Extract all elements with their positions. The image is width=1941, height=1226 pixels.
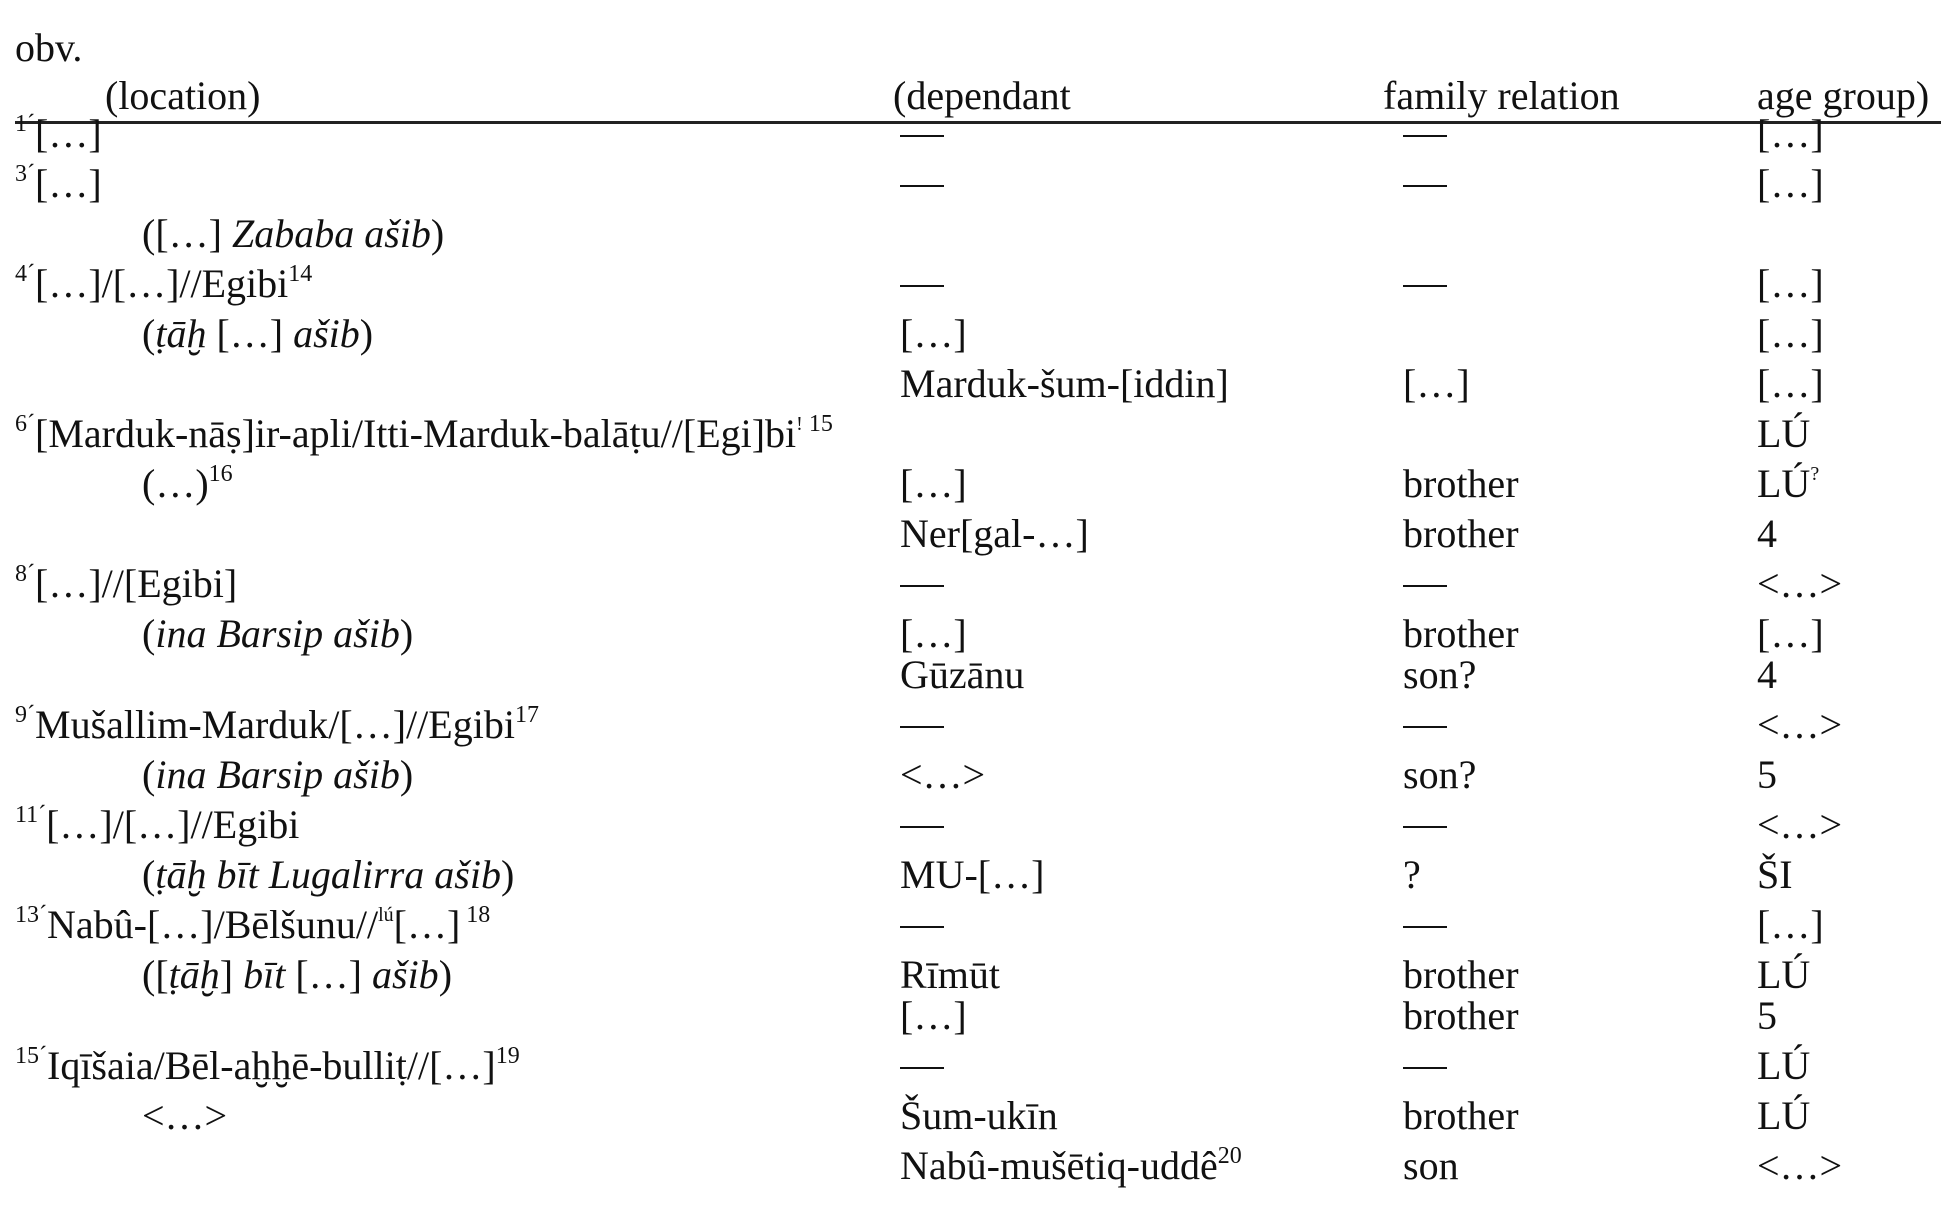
age-group-cell: 5 (1757, 752, 1777, 797)
sublocation-cell: ([…] Zababa ašib) (142, 211, 445, 256)
age-group-cell: LÚ (1757, 1093, 1811, 1138)
sublocation-cell: (ṭāḫ bīt Lugalirra ašib) (142, 852, 515, 897)
dependant-cell: Ner[gal-…] (900, 511, 1089, 556)
age-group-cell: LÚ (1757, 1043, 1811, 1088)
uncertain-mark: ? (1810, 463, 1820, 485)
dash-mark (1403, 285, 1447, 287)
age-group-cell: ŠI (1757, 852, 1793, 897)
footnote-ref: 18 (460, 902, 491, 928)
age-group-cell: <…> (1757, 1143, 1843, 1188)
dependant-cell: […] (900, 611, 967, 656)
age-group-cell: […] (1757, 611, 1824, 656)
location-cell: $^{4´}$[…]/[…]//Egibi$^{14}$ (15, 261, 313, 306)
location-cell: $^{3´}$[…] (15, 161, 102, 206)
line-number: 4´ (15, 261, 35, 287)
dependant-cell: […] (900, 311, 967, 356)
dependant-cell (900, 164, 944, 204)
dependant-cell (900, 264, 944, 304)
sublocation-cell: (…)$^{16}$ (142, 461, 233, 506)
dependant-cell: Nabû-mušētiq-uddê$^{20}$ (900, 1143, 1242, 1188)
dash-mark (900, 726, 944, 728)
family-relation-cell: son (1403, 1143, 1459, 1188)
dash-mark (1403, 185, 1447, 187)
location-cell: $^{8´}$[…]//[Egibi] (15, 561, 238, 606)
dash-mark (1403, 1067, 1447, 1069)
location-cell: $^{13´}$Nabû-[…]/Bēlšunu//$^{lú}$[…] $^{18}$ (15, 902, 491, 947)
footnote-ref: 19 (495, 1043, 520, 1069)
dash-mark (1403, 585, 1447, 587)
age-group-cell: 4 (1757, 652, 1777, 697)
family-relation-cell: brother (1403, 993, 1519, 1038)
dash-mark (900, 185, 944, 187)
footnote-ref: 15 (802, 411, 833, 437)
line-number: 3´ (15, 161, 35, 187)
age-group-cell: 5 (1757, 993, 1777, 1038)
dash-mark (1403, 135, 1447, 137)
dash-mark (900, 285, 944, 287)
age-group-cell: <…> (1757, 802, 1843, 847)
editorial-mark: ! (796, 413, 803, 435)
age-group-cell: 4 (1757, 511, 1777, 556)
dependant-cell (900, 705, 944, 745)
dependant-cell: Gūzānu (900, 652, 1025, 697)
family-relation-cell: brother (1403, 1093, 1519, 1138)
sublocation-cell: <…> (142, 1093, 228, 1138)
dependant-cell (900, 114, 944, 154)
footnote-ref: 16 (208, 461, 233, 487)
dependant-cell: Rīmūt (900, 952, 1001, 997)
age-group-cell: […] (1757, 902, 1824, 947)
family-relation-cell (1403, 114, 1447, 154)
family-relation-cell: brother (1403, 952, 1519, 997)
dependant-cell (900, 905, 944, 945)
family-relation-cell (1403, 805, 1447, 845)
line-number: 11´ (15, 802, 47, 828)
header-dependant: (dependant (893, 73, 1071, 118)
age-group-cell: […] (1757, 311, 1824, 356)
line-number: 6´ (15, 411, 35, 437)
footnote-ref: 20 (1217, 1143, 1242, 1169)
age-group-cell: LÚ (1757, 952, 1811, 997)
dash-mark (900, 585, 944, 587)
dash-mark (1403, 826, 1447, 828)
dash-mark (1403, 726, 1447, 728)
family-relation-cell: brother (1403, 461, 1519, 506)
header-divider (15, 121, 1941, 124)
dash-mark (900, 135, 944, 137)
age-group-cell: LÚ? (1757, 461, 1820, 506)
header-family-relation: family relation (1383, 73, 1620, 118)
dependant-cell (900, 1046, 944, 1086)
family-relation-cell: […] (1403, 361, 1470, 406)
line-number: 1´ (15, 111, 35, 137)
dependant-cell: MU-[…] (900, 852, 1045, 897)
location-cell: $^{1´}$[…] (15, 111, 102, 156)
family-relation-cell (1403, 264, 1447, 304)
family-relation-cell (1403, 1046, 1447, 1086)
family-relation-cell: ? (1403, 852, 1421, 897)
sublocation-cell: (ṭāḫ […] ašib) (142, 311, 374, 356)
location-cell: $^{11´}$[…]/[…]//Egibi (15, 802, 300, 847)
family-relation-cell: brother (1403, 511, 1519, 556)
determinative: lú (378, 904, 394, 926)
sublocation-cell: (ina Barsip ašib) (142, 752, 414, 797)
family-relation-cell (1403, 564, 1447, 604)
family-relation-cell: son? (1403, 752, 1477, 797)
dependant-cell: […] (900, 461, 967, 506)
location-cell: $^{6´}$[Marduk-nāṣ]ir-apli/Itti-Marduk-balāṭu//[Egi]bi! $^{15}$ (15, 411, 833, 456)
dash-mark (1403, 926, 1447, 928)
dependant-cell: Šum-ukīn (900, 1093, 1058, 1138)
dependant-cell: <…> (900, 752, 986, 797)
age-group-cell: […] (1757, 361, 1824, 406)
family-relation-cell (1403, 705, 1447, 745)
header-location: (location) (105, 73, 261, 118)
sublocation-cell: (ina Barsip ašib) (142, 611, 414, 656)
age-group-cell: […] (1757, 261, 1824, 306)
dependant-cell: Marduk-šum-[iddin] (900, 361, 1229, 406)
dependant-cell: […] (900, 993, 967, 1038)
line-number: 9´ (15, 702, 35, 728)
dash-mark (900, 826, 944, 828)
dependant-cell (900, 805, 944, 845)
family-relation-cell (1403, 164, 1447, 204)
age-group-cell: LÚ (1757, 411, 1811, 456)
age-group-cell: <…> (1757, 561, 1843, 606)
header-age-group: age group) (1757, 73, 1930, 118)
line-number: 13´ (15, 902, 47, 928)
family-relation-cell: son? (1403, 652, 1477, 697)
footnote-ref: 14 (288, 261, 313, 287)
dependant-cell (900, 564, 944, 604)
family-relation-cell (1403, 905, 1447, 945)
dash-mark (900, 926, 944, 928)
section-label: obv. (15, 25, 83, 70)
line-number: 15´ (15, 1043, 47, 1069)
line-number: 8´ (15, 561, 35, 587)
age-group-cell: […] (1757, 161, 1824, 206)
footnote-ref: 17 (514, 702, 539, 728)
dash-mark (900, 1067, 944, 1069)
age-group-cell: […] (1757, 111, 1824, 156)
sublocation-cell: ([ṭāḫ] bīt […] ašib) (142, 952, 453, 997)
family-relation-cell: brother (1403, 611, 1519, 656)
location-cell: $^{15´}$Iqīšaia/Bēl-aḫḫē-bulliṭ//[…]$^{19}$ (15, 1043, 520, 1088)
location-cell: $^{9´}$Mušallim-Marduk/[…]//Egibi$^{17}$ (15, 702, 539, 747)
age-group-cell: <…> (1757, 702, 1843, 747)
